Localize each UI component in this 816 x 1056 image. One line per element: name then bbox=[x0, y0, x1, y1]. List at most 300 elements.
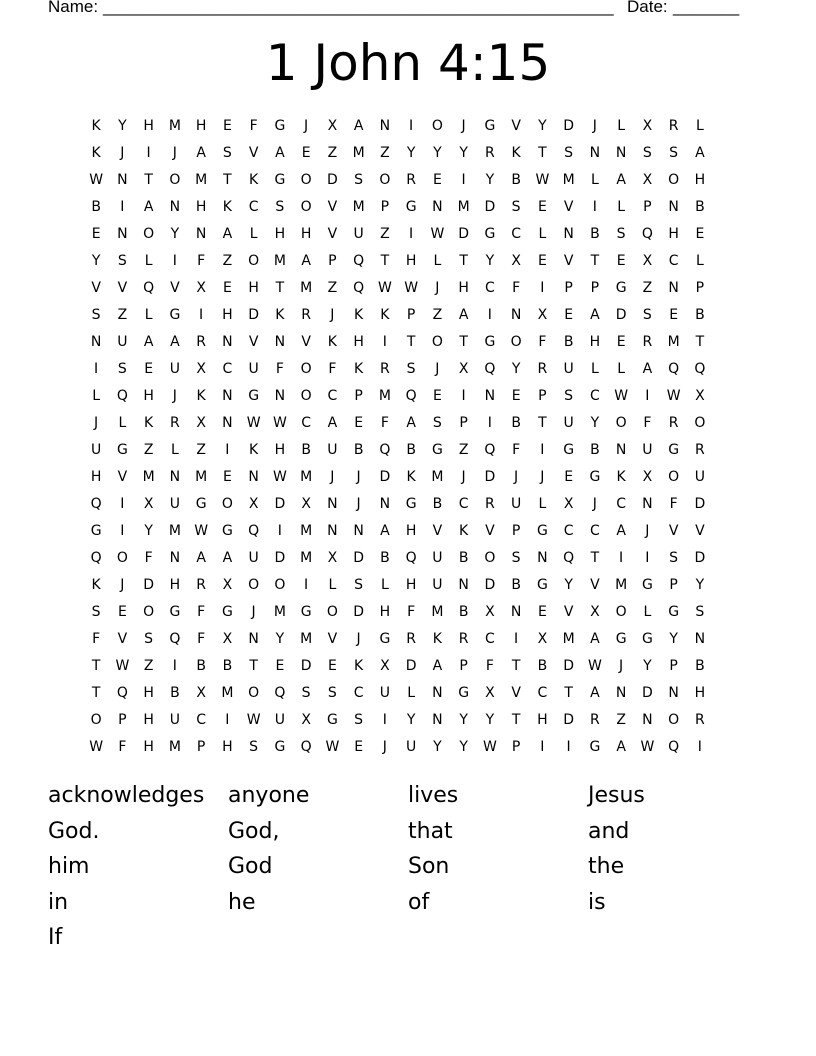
grid-letter[interactable]: J bbox=[251, 604, 256, 620]
grid-letter[interactable]: I bbox=[225, 712, 230, 728]
grid-letter[interactable]: H bbox=[300, 226, 312, 242]
grid-letter[interactable]: S bbox=[301, 685, 311, 701]
grid-letter[interactable]: M bbox=[431, 469, 444, 485]
grid-letter[interactable]: A bbox=[695, 145, 705, 161]
grid-letter[interactable]: V bbox=[485, 523, 495, 539]
grid-letter[interactable]: T bbox=[564, 685, 573, 701]
grid-letter[interactable]: W bbox=[194, 523, 209, 539]
grid-letter[interactable]: G bbox=[326, 712, 338, 728]
grid-letter[interactable]: Q bbox=[484, 442, 496, 458]
grid-letter[interactable]: L bbox=[617, 361, 626, 377]
grid-letter[interactable]: E bbox=[327, 658, 337, 674]
grid-letter[interactable]: V bbox=[117, 469, 128, 485]
grid-letter[interactable]: I bbox=[304, 577, 309, 593]
grid-letter[interactable]: D bbox=[143, 577, 155, 593]
grid-letter[interactable]: Y bbox=[406, 712, 416, 728]
grid-letter[interactable]: P bbox=[669, 577, 678, 593]
grid-letter[interactable]: A bbox=[590, 685, 600, 701]
grid-letter[interactable]: K bbox=[91, 118, 101, 134]
grid-letter[interactable]: C bbox=[616, 496, 627, 512]
grid-letter[interactable]: I bbox=[409, 118, 414, 134]
grid-letter[interactable]: W bbox=[325, 739, 340, 755]
grid-letter[interactable]: O bbox=[300, 388, 312, 404]
grid-letter[interactable]: Y bbox=[170, 226, 180, 242]
grid-letter[interactable]: D bbox=[274, 550, 286, 566]
grid-letter[interactable]: A bbox=[222, 226, 233, 242]
grid-letter[interactable]: C bbox=[484, 631, 495, 647]
grid-letter[interactable]: B bbox=[511, 172, 521, 188]
grid-letter[interactable]: F bbox=[380, 415, 389, 431]
grid-letter[interactable]: O bbox=[300, 199, 312, 215]
grid-letter[interactable]: Y bbox=[485, 712, 495, 728]
grid-letter[interactable]: F bbox=[249, 118, 258, 134]
grid-letter[interactable]: F bbox=[407, 604, 416, 620]
grid-letter[interactable]: K bbox=[249, 172, 259, 188]
grid-letter[interactable]: Y bbox=[91, 253, 101, 269]
grid-letter[interactable]: B bbox=[511, 415, 521, 431]
grid-letter[interactable]: N bbox=[248, 469, 259, 485]
grid-letter[interactable]: O bbox=[169, 172, 181, 188]
grid-letter[interactable]: J bbox=[304, 118, 309, 134]
grid-letter[interactable]: S bbox=[669, 145, 679, 161]
grid-letter[interactable]: R bbox=[301, 307, 311, 323]
grid-letter[interactable]: T bbox=[590, 253, 600, 269]
grid-letter[interactable]: F bbox=[92, 631, 101, 647]
grid-letter[interactable]: Y bbox=[695, 577, 705, 593]
grid-letter[interactable]: W bbox=[246, 415, 261, 431]
grid-letter[interactable]: B bbox=[432, 496, 443, 512]
grid-letter[interactable]: N bbox=[510, 604, 522, 620]
grid-letter[interactable]: H bbox=[274, 226, 286, 242]
grid-letter[interactable]: I bbox=[120, 523, 125, 539]
grid-letter[interactable]: E bbox=[669, 307, 679, 323]
grid-letter[interactable]: C bbox=[248, 199, 259, 215]
grid-letter[interactable]: T bbox=[538, 145, 547, 161]
grid-letter[interactable]: V bbox=[248, 145, 259, 161]
grid-letter[interactable]: S bbox=[432, 415, 442, 431]
grid-letter[interactable]: T bbox=[538, 415, 547, 431]
grid-letter[interactable]: V bbox=[563, 253, 574, 269]
grid-letter[interactable]: U bbox=[694, 469, 705, 485]
grid-letter[interactable]: F bbox=[197, 604, 206, 620]
grid-letter[interactable]: X bbox=[537, 631, 548, 647]
grid-letter[interactable]: H bbox=[143, 388, 154, 404]
grid-letter[interactable]: Y bbox=[538, 118, 547, 134]
grid-letter[interactable]: T bbox=[91, 658, 101, 674]
grid-letter[interactable]: S bbox=[511, 550, 521, 566]
grid-letter[interactable]: I bbox=[94, 361, 99, 377]
grid-letter[interactable]: B bbox=[695, 307, 705, 323]
grid-letter[interactable]: N bbox=[222, 334, 233, 350]
grid-letter[interactable]: I bbox=[540, 442, 545, 458]
grid-letter[interactable]: R bbox=[695, 712, 705, 728]
grid-letter[interactable]: T bbox=[459, 253, 468, 269]
grid-letter[interactable]: M bbox=[431, 604, 444, 620]
grid-letter[interactable]: I bbox=[461, 388, 466, 404]
grid-letter[interactable]: C bbox=[353, 685, 364, 701]
grid-letter[interactable]: D bbox=[484, 199, 496, 215]
grid-letter[interactable]: O bbox=[300, 172, 312, 188]
grid-letter[interactable]: D bbox=[484, 577, 496, 593]
grid-letter[interactable]: A bbox=[616, 739, 626, 755]
grid-letter[interactable]: G bbox=[90, 523, 102, 539]
grid-letter[interactable]: X bbox=[143, 496, 154, 512]
grid-letter[interactable]: Z bbox=[432, 307, 443, 323]
grid-letter[interactable]: G bbox=[668, 604, 680, 620]
grid-letter[interactable]: Z bbox=[327, 280, 338, 296]
grid-letter[interactable]: N bbox=[195, 226, 207, 242]
grid-letter[interactable]: G bbox=[274, 739, 286, 755]
grid-letter[interactable]: O bbox=[694, 415, 706, 431]
grid-letter[interactable]: E bbox=[537, 199, 547, 215]
grid-letter[interactable]: I bbox=[487, 415, 492, 431]
grid-letter[interactable]: X bbox=[301, 712, 311, 728]
grid-letter[interactable]: Y bbox=[590, 415, 600, 431]
grid-letter[interactable]: D bbox=[274, 496, 286, 512]
grid-letter[interactable]: A bbox=[170, 334, 180, 350]
grid-letter[interactable]: S bbox=[511, 199, 521, 215]
grid-letter[interactable]: B bbox=[196, 658, 206, 674]
grid-letter[interactable]: U bbox=[432, 577, 443, 593]
grid-letter[interactable]: V bbox=[668, 523, 679, 539]
grid-letter[interactable]: U bbox=[406, 739, 417, 755]
grid-letter[interactable]: U bbox=[117, 334, 128, 350]
grid-letter[interactable]: N bbox=[432, 712, 443, 728]
grid-letter[interactable]: S bbox=[117, 253, 127, 269]
grid-letter[interactable]: E bbox=[564, 469, 574, 485]
grid-letter[interactable]: J bbox=[356, 631, 361, 647]
grid-letter[interactable]: K bbox=[222, 199, 232, 215]
grid-letter[interactable]: K bbox=[196, 388, 206, 404]
grid-letter[interactable]: V bbox=[511, 118, 521, 134]
grid-letter[interactable]: G bbox=[589, 739, 601, 755]
grid-letter[interactable]: S bbox=[354, 577, 364, 593]
grid-letter[interactable]: F bbox=[118, 739, 127, 755]
grid-letter[interactable]: R bbox=[668, 118, 679, 134]
grid-letter[interactable]: M bbox=[562, 631, 575, 647]
grid-letter[interactable]: A bbox=[590, 307, 600, 323]
grid-letter[interactable]: N bbox=[169, 469, 181, 485]
grid-letter[interactable]: N bbox=[432, 199, 443, 215]
grid-letter[interactable]: V bbox=[117, 280, 128, 296]
grid-letter[interactable]: S bbox=[275, 199, 285, 215]
grid-letter[interactable]: Y bbox=[485, 253, 495, 269]
grid-letter[interactable]: D bbox=[563, 658, 575, 674]
grid-letter[interactable]: Z bbox=[143, 658, 154, 674]
grid-letter[interactable]: W bbox=[377, 280, 392, 296]
grid-letter[interactable]: I bbox=[619, 550, 624, 566]
grid-letter[interactable]: E bbox=[301, 145, 311, 161]
grid-letter[interactable]: K bbox=[380, 307, 390, 323]
name-field[interactable]: ______________________________________________________ bbox=[103, 0, 614, 16]
grid-letter[interactable]: J bbox=[514, 469, 519, 485]
grid-letter[interactable]: U bbox=[248, 361, 259, 377]
grid-letter[interactable]: I bbox=[566, 739, 571, 755]
grid-letter[interactable]: M bbox=[352, 145, 365, 161]
grid-letter[interactable]: H bbox=[694, 685, 706, 701]
grid-letter[interactable]: I bbox=[172, 658, 177, 674]
grid-letter[interactable]: B bbox=[458, 550, 469, 566]
grid-letter[interactable]: U bbox=[274, 712, 285, 728]
grid-letter[interactable]: X bbox=[222, 631, 233, 647]
grid-letter[interactable]: G bbox=[379, 631, 391, 647]
grid-letter[interactable]: Q bbox=[169, 631, 181, 647]
grid-letter[interactable]: Q bbox=[563, 550, 575, 566]
grid-letter[interactable]: L bbox=[590, 172, 599, 188]
grid-letter[interactable]: J bbox=[356, 469, 361, 485]
grid-letter[interactable]: A bbox=[327, 415, 338, 431]
grid-letter[interactable]: V bbox=[327, 631, 338, 647]
grid-letter[interactable]: P bbox=[406, 307, 416, 323]
grid-letter[interactable]: C bbox=[589, 523, 600, 539]
grid-letter[interactable]: J bbox=[461, 469, 466, 485]
grid-letter[interactable]: W bbox=[666, 388, 681, 404]
grid-letter[interactable]: H bbox=[405, 253, 417, 269]
grid-letter[interactable]: X bbox=[642, 253, 653, 269]
grid-letter[interactable]: N bbox=[222, 415, 233, 431]
grid-letter[interactable]: V bbox=[117, 631, 128, 647]
grid-letter[interactable]: N bbox=[458, 577, 469, 593]
grid-letter[interactable]: P bbox=[669, 658, 678, 674]
grid-letter[interactable]: L bbox=[144, 307, 153, 323]
grid-letter[interactable]: Z bbox=[196, 442, 206, 458]
grid-letter[interactable]: I bbox=[120, 496, 125, 512]
grid-letter[interactable]: X bbox=[327, 550, 338, 566]
grid-letter[interactable]: M bbox=[378, 388, 391, 404]
grid-letter[interactable]: M bbox=[615, 577, 628, 593]
grid-letter[interactable]: H bbox=[248, 280, 259, 296]
grid-letter[interactable]: N bbox=[642, 712, 653, 728]
grid-letter[interactable]: W bbox=[614, 388, 629, 404]
grid-letter[interactable]: G bbox=[641, 631, 653, 647]
grid-letter[interactable]: C bbox=[301, 415, 312, 431]
grid-letter[interactable]: K bbox=[511, 145, 521, 161]
grid-letter[interactable]: E bbox=[432, 388, 442, 404]
grid-letter[interactable]: M bbox=[273, 604, 286, 620]
grid-letter[interactable]: D bbox=[405, 658, 417, 674]
grid-letter[interactable]: T bbox=[380, 253, 390, 269]
grid-letter[interactable]: D bbox=[248, 307, 260, 323]
grid-letter[interactable]: K bbox=[459, 523, 469, 539]
grid-letter[interactable]: C bbox=[196, 712, 207, 728]
grid-letter[interactable]: V bbox=[511, 685, 521, 701]
grid-letter[interactable]: P bbox=[695, 280, 705, 296]
grid-letter[interactable]: E bbox=[354, 415, 364, 431]
grid-letter[interactable]: R bbox=[380, 361, 390, 377]
grid-letter[interactable]: L bbox=[407, 685, 416, 701]
grid-letter[interactable]: O bbox=[668, 469, 680, 485]
grid-letter[interactable]: O bbox=[248, 253, 260, 269]
grid-letter[interactable]: C bbox=[563, 523, 574, 539]
grid-letter[interactable]: U bbox=[379, 685, 390, 701]
grid-letter[interactable]: Q bbox=[90, 550, 102, 566]
grid-letter[interactable]: A bbox=[616, 172, 626, 188]
grid-letter[interactable]: W bbox=[482, 739, 497, 755]
grid-letter[interactable]: M bbox=[300, 523, 313, 539]
grid-letter[interactable]: P bbox=[564, 280, 573, 296]
grid-letter[interactable]: E bbox=[354, 739, 364, 755]
grid-letter[interactable]: B bbox=[222, 658, 233, 674]
grid-letter[interactable]: M bbox=[221, 685, 234, 701]
grid-letter[interactable]: L bbox=[144, 253, 153, 269]
grid-letter[interactable]: C bbox=[589, 388, 600, 404]
grid-letter[interactable]: M bbox=[195, 469, 208, 485]
grid-letter[interactable]: O bbox=[116, 550, 128, 566]
grid-letter[interactable]: N bbox=[589, 145, 601, 161]
grid-letter[interactable]: M bbox=[300, 469, 313, 485]
grid-letter[interactable]: F bbox=[512, 280, 521, 296]
grid-letter[interactable]: N bbox=[668, 685, 679, 701]
grid-letter[interactable]: G bbox=[300, 604, 312, 620]
grid-letter[interactable]: V bbox=[301, 334, 311, 350]
grid-letter[interactable]: P bbox=[354, 388, 363, 404]
grid-letter[interactable]: E bbox=[537, 253, 547, 269]
grid-letter[interactable]: U bbox=[91, 442, 102, 458]
grid-letter[interactable]: Q bbox=[274, 685, 286, 701]
grid-letter[interactable]: G bbox=[274, 118, 286, 134]
grid-letter[interactable]: X bbox=[695, 388, 705, 404]
grid-letter[interactable]: E bbox=[91, 226, 101, 242]
grid-letter[interactable]: S bbox=[642, 145, 652, 161]
grid-letter[interactable]: G bbox=[169, 307, 181, 323]
grid-letter[interactable]: O bbox=[300, 361, 312, 377]
grid-letter[interactable]: F bbox=[643, 415, 652, 431]
grid-letter[interactable]: U bbox=[511, 496, 522, 512]
grid-letter[interactable]: A bbox=[406, 415, 416, 431]
grid-letter[interactable]: R bbox=[458, 631, 469, 647]
grid-letter[interactable]: L bbox=[538, 226, 547, 242]
grid-letter[interactable]: S bbox=[564, 388, 574, 404]
grid-letter[interactable]: G bbox=[169, 604, 181, 620]
grid-letter[interactable]: Y bbox=[406, 145, 416, 161]
grid-letter[interactable]: N bbox=[327, 523, 338, 539]
grid-letter[interactable]: M bbox=[273, 253, 286, 269]
grid-letter[interactable]: N bbox=[327, 496, 338, 512]
grid-letter[interactable]: H bbox=[353, 334, 364, 350]
grid-letter[interactable]: N bbox=[353, 523, 364, 539]
grid-letter[interactable]: H bbox=[589, 334, 601, 350]
grid-letter[interactable]: E bbox=[222, 469, 232, 485]
grid-letter[interactable]: P bbox=[459, 415, 468, 431]
grid-letter[interactable]: A bbox=[143, 334, 154, 350]
grid-letter[interactable]: G bbox=[221, 523, 233, 539]
grid-letter[interactable]: E bbox=[275, 658, 285, 674]
grid-letter[interactable]: D bbox=[484, 469, 496, 485]
grid-letter[interactable]: Z bbox=[380, 226, 390, 242]
grid-letter[interactable]: Y bbox=[118, 118, 127, 134]
grid-letter[interactable]: K bbox=[406, 469, 416, 485]
grid-letter[interactable]: M bbox=[195, 172, 208, 188]
grid-letter[interactable]: F bbox=[485, 658, 494, 674]
grid-letter[interactable]: O bbox=[431, 118, 443, 134]
grid-letter[interactable]: N bbox=[668, 199, 679, 215]
grid-letter[interactable]: N bbox=[169, 550, 181, 566]
grid-letter[interactable]: J bbox=[172, 388, 177, 404]
grid-letter[interactable]: V bbox=[248, 334, 259, 350]
grid-letter[interactable]: C bbox=[327, 388, 338, 404]
grid-letter[interactable]: N bbox=[615, 145, 627, 161]
grid-letter[interactable]: N bbox=[379, 118, 391, 134]
grid-letter[interactable]: G bbox=[405, 199, 417, 215]
grid-letter[interactable]: U bbox=[432, 550, 443, 566]
grid-letter[interactable]: A bbox=[616, 523, 626, 539]
grid-letter[interactable]: U bbox=[248, 550, 259, 566]
grid-letter[interactable]: D bbox=[694, 550, 706, 566]
grid-letter[interactable]: H bbox=[195, 199, 207, 215]
grid-letter[interactable]: I bbox=[540, 280, 545, 296]
grid-letter[interactable]: R bbox=[695, 442, 705, 458]
grid-letter[interactable]: Y bbox=[275, 631, 285, 647]
grid-letter[interactable]: B bbox=[380, 550, 390, 566]
grid-letter[interactable]: R bbox=[406, 172, 416, 188]
grid-letter[interactable]: S bbox=[91, 604, 101, 620]
grid-letter[interactable]: V bbox=[432, 523, 443, 539]
grid-letter[interactable]: C bbox=[222, 361, 233, 377]
grid-letter[interactable]: P bbox=[643, 199, 652, 215]
grid-letter[interactable]: K bbox=[616, 469, 626, 485]
grid-letter[interactable]: T bbox=[223, 172, 232, 188]
grid-letter[interactable]: W bbox=[89, 172, 104, 188]
grid-letter[interactable]: H bbox=[458, 280, 469, 296]
grid-letter[interactable]: H bbox=[222, 739, 233, 755]
grid-letter[interactable]: V bbox=[327, 199, 338, 215]
grid-letter[interactable]: T bbox=[249, 658, 258, 674]
grid-letter[interactable]: T bbox=[695, 334, 705, 350]
grid-letter[interactable]: A bbox=[143, 199, 154, 215]
grid-letter[interactable]: P bbox=[459, 658, 468, 674]
grid-letter[interactable]: O bbox=[274, 577, 286, 593]
grid-letter[interactable]: X bbox=[458, 361, 469, 377]
grid-letter[interactable]: K bbox=[275, 307, 285, 323]
grid-letter[interactable]: J bbox=[461, 118, 466, 134]
grid-letter[interactable]: E bbox=[695, 226, 705, 242]
grid-letter[interactable]: X bbox=[485, 685, 495, 701]
grid-letter[interactable]: K bbox=[144, 415, 154, 431]
grid-letter[interactable]: B bbox=[301, 442, 311, 458]
grid-letter[interactable]: U bbox=[353, 226, 364, 242]
grid-letter[interactable]: S bbox=[222, 145, 232, 161]
grid-letter[interactable]: G bbox=[641, 577, 653, 593]
grid-letter[interactable]: L bbox=[380, 577, 389, 593]
grid-letter[interactable]: N bbox=[615, 685, 627, 701]
grid-letter[interactable]: L bbox=[643, 604, 652, 620]
grid-letter[interactable]: B bbox=[537, 658, 548, 674]
grid-letter[interactable]: P bbox=[511, 523, 521, 539]
grid-letter[interactable]: Y bbox=[459, 712, 468, 728]
grid-letter[interactable]: K bbox=[354, 307, 364, 323]
grid-letter[interactable]: W bbox=[640, 739, 655, 755]
grid-letter[interactable]: Y bbox=[511, 361, 521, 377]
grid-letter[interactable]: E bbox=[222, 280, 232, 296]
grid-letter[interactable]: J bbox=[172, 145, 177, 161]
grid-letter[interactable]: Q bbox=[484, 361, 496, 377]
grid-letter[interactable]: X bbox=[196, 415, 206, 431]
grid-letter[interactable]: X bbox=[301, 496, 311, 512]
grid-letter[interactable]: B bbox=[590, 226, 600, 242]
grid-letter[interactable]: N bbox=[117, 172, 128, 188]
grid-letter[interactable]: L bbox=[695, 253, 704, 269]
grid-letter[interactable]: N bbox=[537, 550, 548, 566]
grid-letter[interactable]: R bbox=[590, 712, 600, 728]
grid-letter[interactable]: J bbox=[330, 307, 335, 323]
grid-letter[interactable]: G bbox=[405, 496, 417, 512]
grid-letter[interactable]: R bbox=[537, 361, 548, 377]
grid-letter[interactable]: G bbox=[615, 280, 627, 296]
grid-letter[interactable]: Q bbox=[143, 280, 155, 296]
grid-letter[interactable]: H bbox=[90, 469, 102, 485]
grid-letter[interactable]: R bbox=[485, 496, 495, 512]
grid-letter[interactable]: N bbox=[668, 280, 679, 296]
